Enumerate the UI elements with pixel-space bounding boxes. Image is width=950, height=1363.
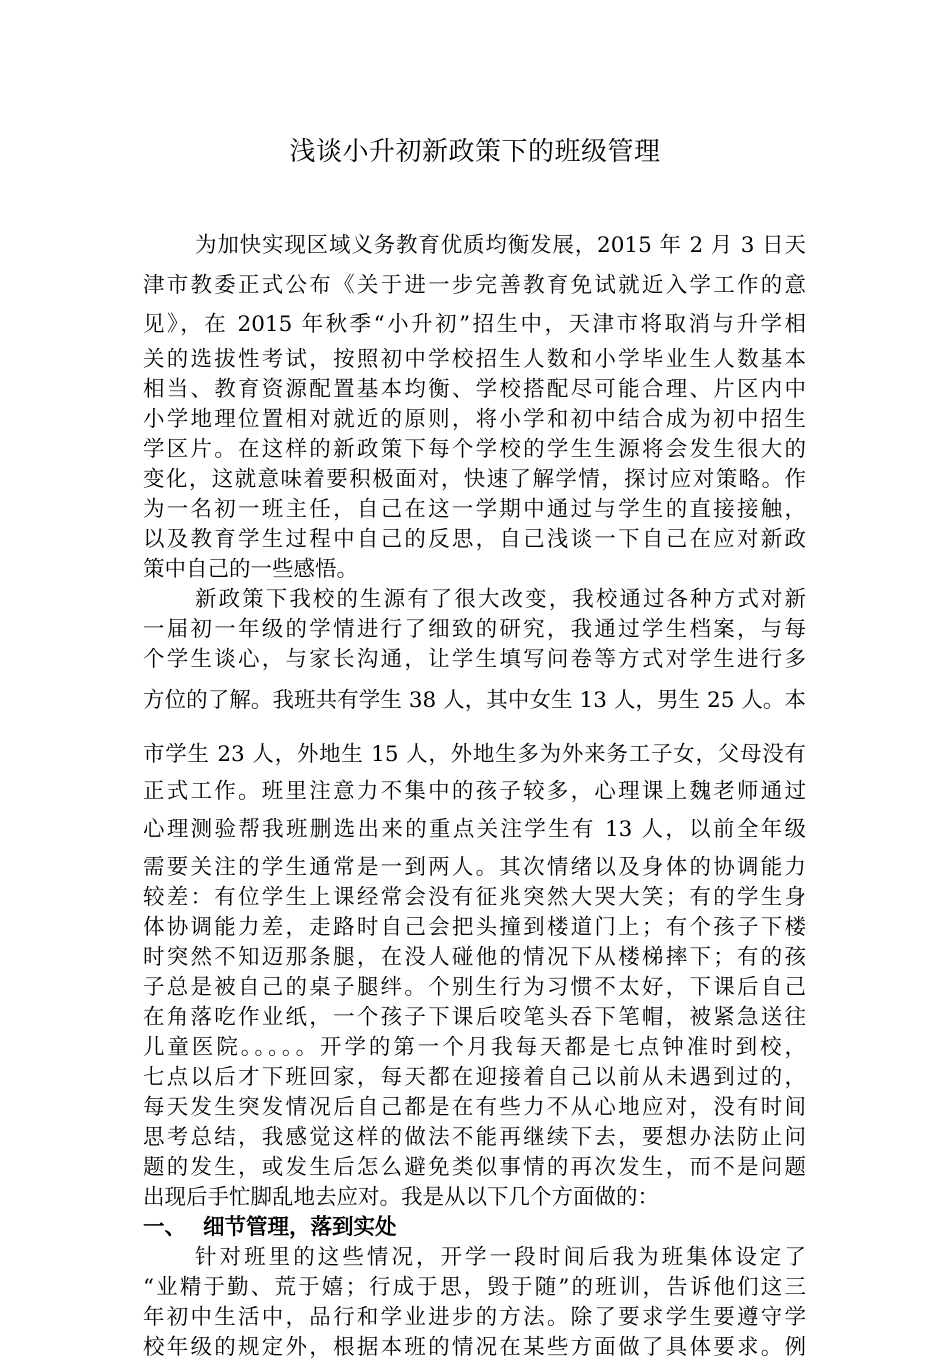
- paragraph-line: 个学生谈心，与家长沟通，让学生填写问卷等方式对学生进行多: [143, 647, 806, 672]
- paragraph-line: 以及教育学生过程中自己的反思，自己浅谈一下自己在应对新政: [143, 527, 806, 552]
- paragraph-line: 心理测验帮我班删选出来的重点关注学生有 13 人，以前全年级: [143, 817, 806, 842]
- paragraph-line: 题的发生，或发生后怎么避免类似事情的再次发生，而不是问题: [143, 1155, 806, 1180]
- paragraph-line: 为一名初一班主任，自己在这一学期中通过与学生的直接接触，: [143, 497, 806, 522]
- paragraph-line: 关的选拔性考试，按照初中学校招生人数和小学毕业生人数基本: [143, 347, 806, 372]
- paragraph-line: 体协调能力差，走路时自己会把头撞到楼道门上；有个孩子下楼: [143, 915, 806, 940]
- paragraph-line: 方位的了解。我班共有学生 38 人，其中女生 13 人，男生 25 人。本: [143, 688, 806, 713]
- paragraph-line: 子总是被自己的桌子腿绊。个别生行为习惯不太好，下课后自己: [143, 975, 806, 1000]
- paragraph-line: 策中自己的一些感悟。: [143, 557, 359, 582]
- paragraph-line: 变化，这就意味着要积极面对，快速了解学情，探讨应对策略。作: [143, 467, 806, 492]
- paragraph-line: “业精于勤、荒于嬉；行成于思，毁于随”的班训，告诉他们这三: [143, 1275, 806, 1300]
- paragraph-line: 校年级的规定外，根据本班的情况在某些方面做了具体要求。例: [143, 1335, 806, 1360]
- paragraph-line: 年初中生活中，品行和学业进步的方法。除了要求学生要遵守学: [143, 1305, 806, 1330]
- paragraph-line: 需要关注的学生通常是一到两人。其次情绪以及身体的协调能力: [143, 855, 806, 880]
- paragraph-line: 针对班里的这些情况，开学一段时间后我为班集体设定了: [195, 1245, 806, 1270]
- paragraph-line: 每天发生突发情况后自己都是在有些力不从心地应对，没有时间: [143, 1095, 806, 1120]
- paragraph-line: 见》，在 2015 年秋季“小升初”招生中，天津市将取消与升学相: [143, 312, 806, 337]
- paragraph-line: 较差：有位学生上课经常会没有征兆突然大哭大笑；有的学生身: [143, 885, 806, 910]
- paragraph-line: 时突然不知迈那条腿，在没人碰他的情况下从楼梯摔下；有的孩: [143, 945, 806, 970]
- paragraph-line: 为加快实现区域义务教育优质均衡发展，2015 年 2 月 3 日天: [195, 233, 806, 258]
- paragraph-line: 学区片。在这样的新政策下每个学校的学生生源将会发生很大的: [143, 437, 806, 462]
- paragraph-line: 儿童医院。。。。。开学的第一个月我每天都是七点钟准时到校，: [143, 1035, 806, 1060]
- paragraph-line: 出现后手忙脚乱地去应对。我是从以下几个方面做的：: [143, 1185, 660, 1210]
- paragraph-line: 小学地理位置相对就近的原则，将小学和初中结合成为初中招生: [143, 407, 806, 432]
- section-heading: [143, 1213, 397, 1243]
- section-number: 一、: [143, 1215, 187, 1240]
- paragraph-line: 相当、教育资源配置基本均衡、学校搭配尽可能合理、片区内中: [143, 377, 806, 402]
- paragraph-line: 正式工作。班里注意力不集中的孩子较多，心理课上魏老师通过: [143, 779, 806, 804]
- section-heading-text: 细节管理，落到实处: [203, 1215, 397, 1240]
- paragraph-line: 一届初一年级的学情进行了细致的研究，我通过学生档案，与每: [143, 617, 806, 642]
- paragraph-line: 在角落吃作业纸，一个孩子下课后咬笔头吞下笔帽，被紧急送往: [143, 1005, 806, 1030]
- document-title: 浅谈小升初新政策下的班级管理: [289, 137, 661, 167]
- paragraph-line: 七点以后才下班回家，每天都在迎接着自己以前从未遇到过的，: [143, 1065, 806, 1090]
- paragraph-line: 思考总结，我感觉这样的做法不能再继续下去，要想办法防止问: [143, 1125, 806, 1150]
- paragraph-line: 市学生 23 人，外地生 15 人，外地生多为外来务工子女，父母没有: [143, 742, 806, 767]
- paragraph-line: 新政策下我校的生源有了很大改变，我校通过各种方式对新: [195, 587, 806, 612]
- paragraph-line: 津市教委正式公布《关于进一步完善教育免试就近入学工作的意: [143, 273, 806, 298]
